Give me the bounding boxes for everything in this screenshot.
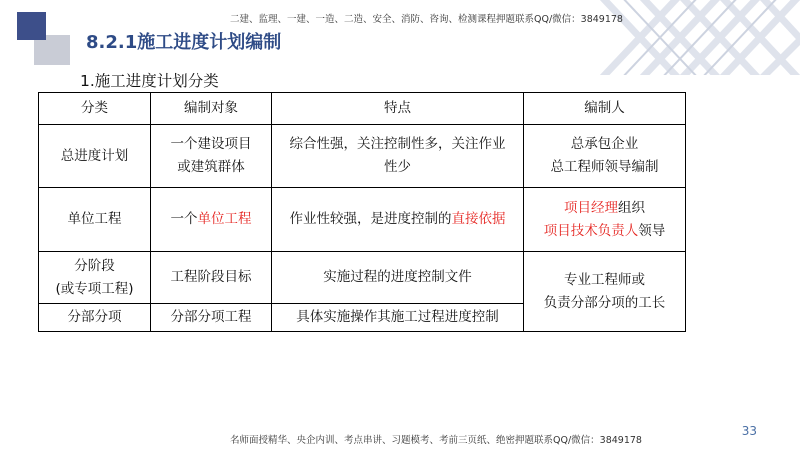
section-title: 8.2.1施工进度计划编制 xyxy=(86,32,282,53)
cell-object xyxy=(151,125,272,188)
cell-text: (或专项工程) xyxy=(55,280,134,297)
highlight-text: 项目经理 xyxy=(564,199,618,216)
schedule-classification-table xyxy=(38,92,686,332)
cell-text: 总工程师领导编制 xyxy=(550,159,659,175)
cell-text: 作业性较强，是进度控制的 xyxy=(289,211,452,227)
decorative-square-dark xyxy=(17,12,46,40)
cell-feature xyxy=(272,125,524,188)
header-feature: 特点 xyxy=(272,93,524,125)
cell-text: 专业工程师或 xyxy=(564,271,645,288)
cell-feature: 具体实施操作其施工过程进度控制 xyxy=(272,304,524,332)
highlight-text: 直接依据 xyxy=(451,211,506,227)
highlight-text: 单位工程 xyxy=(197,211,252,227)
page-number: 33 xyxy=(741,424,757,438)
cell-text: 一个 xyxy=(170,211,198,227)
bottom-contact-note: 名师面授精华、央企内训、考点串讲、习题模考、考前三页纸、绝密押题联系QQ/微信：3849178 xyxy=(230,435,642,446)
table-row xyxy=(39,188,686,252)
cell-object xyxy=(151,188,272,252)
cell-category xyxy=(39,252,151,304)
header-object: 编制对象 xyxy=(151,93,272,125)
table-header-row xyxy=(39,93,686,125)
cell-preparer xyxy=(524,188,686,252)
cell-category: 总进度计划 xyxy=(39,125,151,188)
cell-text: 综合性强，关注控制性多，关注作业 xyxy=(289,136,506,152)
cell-object: 工程阶段目标 xyxy=(151,252,272,304)
cell-text: 总承包企业 xyxy=(570,136,639,152)
cell-text: 负责分部分项的工长 xyxy=(543,294,666,311)
highlight-text: 项目技术负责人 xyxy=(543,222,639,239)
cell-object: 分部分项工程 xyxy=(151,304,272,332)
table-row xyxy=(39,252,686,304)
cell-feature: 实施过程的进度控制文件 xyxy=(272,252,524,304)
cell-text: 或建筑群体 xyxy=(177,159,245,175)
cell-category: 单位工程 xyxy=(39,188,151,252)
top-contact-note: 二建、监理、一建、一造、二造、安全、消防、咨询、检测课程押题联系QQ/微信：3849178 xyxy=(230,14,623,25)
cell-text: 分阶段 xyxy=(74,257,115,274)
cell-text: 领导 xyxy=(638,222,666,239)
table-row xyxy=(39,125,686,188)
cell-text: 一个建设项目 xyxy=(170,136,252,152)
cell-preparer-merged xyxy=(524,252,686,332)
cell-feature xyxy=(272,188,524,252)
cell-text: 组织 xyxy=(618,199,645,216)
sub-heading: 1.施工进度计划分类 xyxy=(80,72,219,90)
header-category: 分类 xyxy=(39,93,151,125)
cell-text: 性少 xyxy=(384,159,411,175)
cell-preparer xyxy=(524,125,686,188)
header-preparer: 编制人 xyxy=(524,93,686,125)
cell-category: 分部分项 xyxy=(39,304,151,332)
